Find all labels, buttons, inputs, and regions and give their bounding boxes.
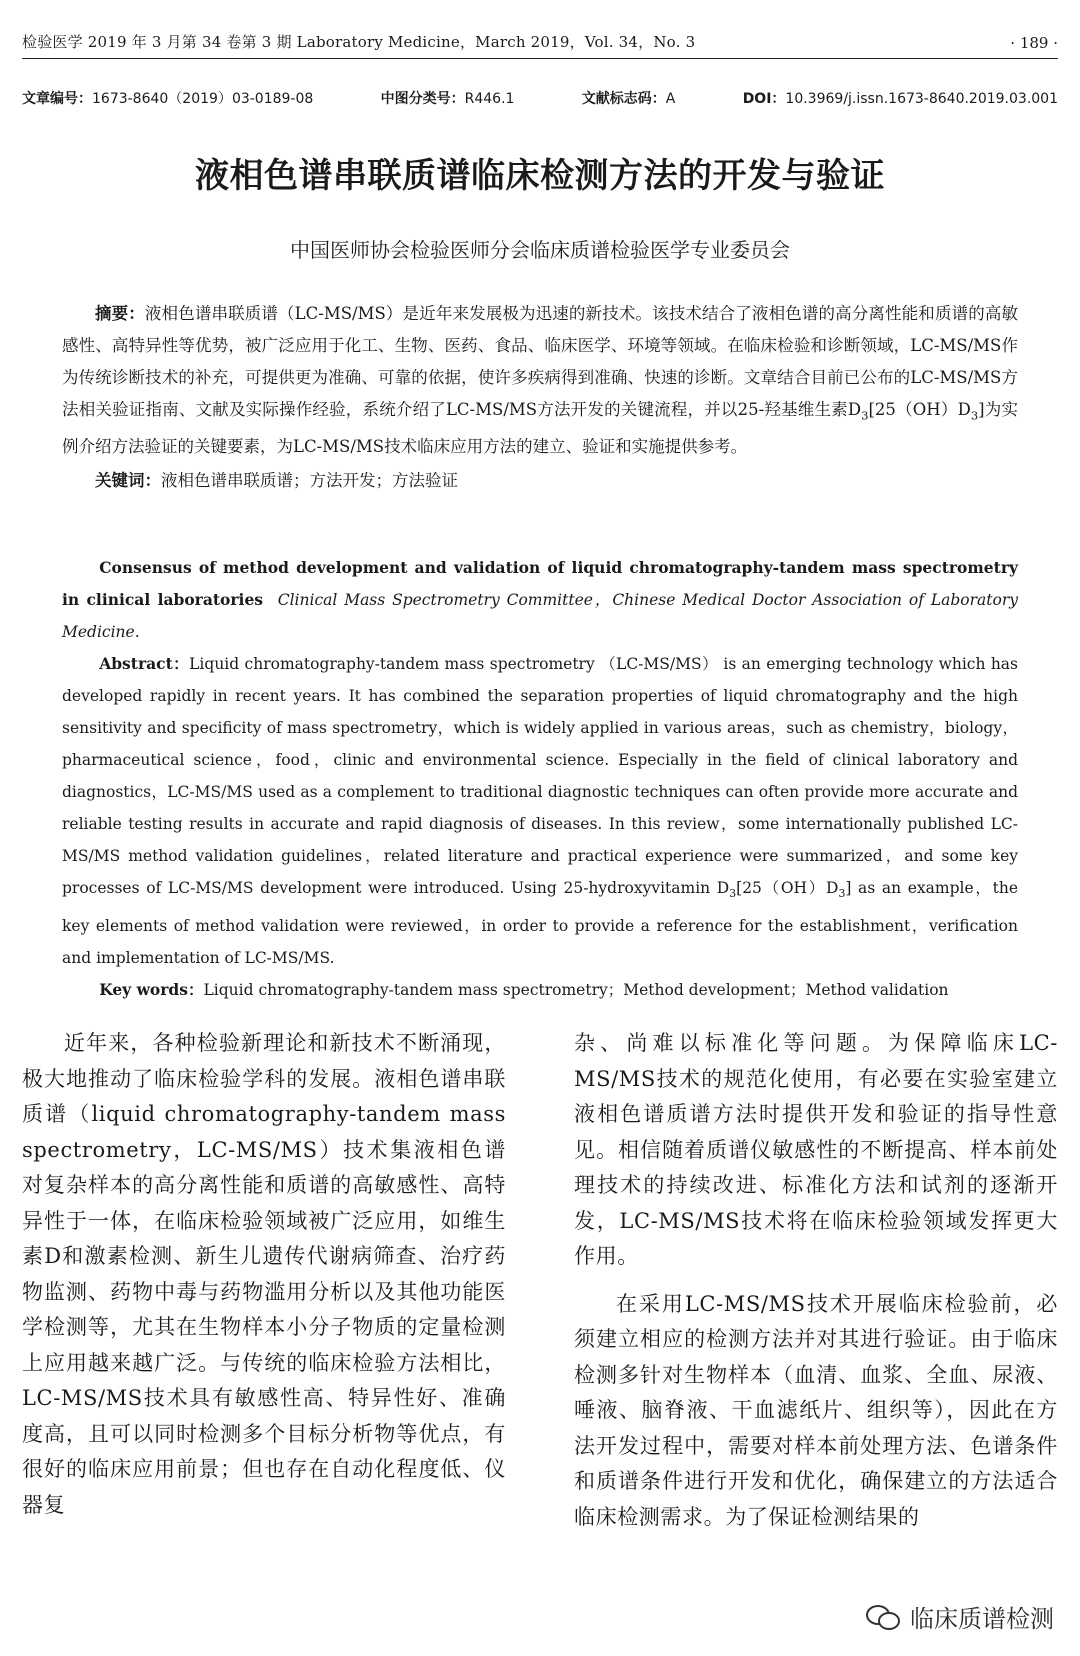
document-code-value: A bbox=[665, 91, 676, 107]
journal-citation: 检验医学 2019 年 3 月第 34 卷第 3 期 Laboratory Medicine，March 2019，Vol. 34，No. 3 bbox=[22, 33, 696, 51]
body-paragraph-2: 在采用LC-MS/MS技术开展临床检验前，必须建立相应的检测方法并对其进行验证。由于临床检测多针对生物样本（血清、血浆、全血、尿液、唾液、脑脊液、干血滤纸片、组织等），因此在方法开发过程中，需要对样本前处理方法、色谱条件和质谱条件进行开发和优化，确保建立的方法适合临床检测需求。为了保证检测结果的 bbox=[574, 1291, 1058, 1529]
english-title-text: Consensus of method development and validation of liquid chromatography-tandem mass spectrometry in clinical laboratories bbox=[62, 558, 1018, 609]
page-number: · 189 · bbox=[1010, 34, 1058, 52]
body-paragraph-1-continued: 杂、尚难以标准化等问题。为保障临床LC-MS/MS技术的规范化使用，有必要在实验室建立液相色谱质谱方法时提供开发和验证的指导性意见。相信随着质谱仪敏感性的不断提高、样本前处理技术的持续改进、标准化方法和试剂的逐渐开发，LC-MS/MS技术将在临床检验领域发挥更大作用。 bbox=[574, 1031, 1058, 1268]
english-keywords-value: Liquid chromatography-tandem mass spectrometry；Method development；Method validation bbox=[203, 981, 949, 1000]
doi bbox=[743, 88, 1058, 108]
article-number bbox=[22, 88, 313, 108]
wechat-icon bbox=[866, 1603, 900, 1631]
keywords-cn-label: 关键词： bbox=[95, 471, 161, 491]
abstract-cn-sub-2: 3 bbox=[970, 408, 979, 423]
doi-value: 10.3969/j.issn.1673-8640.2019.03.001 bbox=[785, 91, 1058, 107]
english-title bbox=[62, 552, 1018, 648]
abstract-cn-part-2: [25（OH）D bbox=[868, 400, 971, 419]
english-authors: Clinical Mass Spectrometry Committee，Chinese Medical Doctor Association of Laboratory Medicine. bbox=[62, 591, 1019, 641]
body-text bbox=[22, 1026, 1058, 1626]
abstract-cn-part-1: 液相色谱串联质谱（LC-MS/MS）是近年来发展极为迅速的新技术。该技术结合了液相色谱的高分离性能和质谱的高敏感性、高特异性等优势，被广泛应用于化工、生物、医药、食品、临床医学、环境等领域。在临床检验和诊断领域，LC-MS/MS作为传统诊断技术的补充，可提供更为准确、可靠的依据，使许多疾病得到准确、快速的诊断。文章结合目前已公布的LC-MS/MS方法相关验证指南、文献及实际操作经验，系统介绍了LC-MS/MS方法开发的关键流程，并以25-羟基维生素D bbox=[62, 304, 1018, 419]
clc-label: 中图分类号： bbox=[380, 91, 465, 107]
english-keywords-label: Key words： bbox=[99, 980, 204, 1000]
article-number-value: 1673-8640（2019）03-0189-08 bbox=[92, 91, 314, 107]
abstract-cn-part-3: ]为实例介绍方法验证的关键要素，为LC-MS/MS技术临床应用方法的建立、验证和实施提供参考。 bbox=[62, 400, 1018, 457]
doi-label: DOI： bbox=[742, 91, 786, 107]
abstract-cn-text bbox=[62, 298, 1018, 463]
english-abstract-sub-2: 3 bbox=[838, 887, 846, 901]
article-meta bbox=[22, 88, 1058, 108]
keywords-cn-value: 液相色谱串联质谱；方法开发；方法验证 bbox=[161, 471, 458, 491]
english-abstract-part-3: ] as an example，the key elements of method validation were reviewed，in order to provide a reference for the establishment，verification and implementation of LC-MS/MS. bbox=[62, 879, 1018, 968]
keywords-chinese bbox=[62, 465, 1018, 497]
article-number-label: 文章编号： bbox=[22, 91, 92, 107]
english-abstract bbox=[62, 648, 1018, 974]
watermark-text: 临床质谱检测 bbox=[910, 1605, 1054, 1633]
clc-value: R446.1 bbox=[464, 91, 515, 107]
abstract-chinese bbox=[62, 298, 1018, 497]
document-code bbox=[582, 88, 676, 108]
document-code-label: 文献标志码： bbox=[581, 91, 666, 107]
english-abstract-label: Abstract： bbox=[99, 654, 190, 673]
running-header bbox=[22, 26, 1058, 59]
body-paragraph-1: 近年来，各种检验新理论和新技术不断涌现，极大地推动了临床检验学科的发展。液相色谱串联质谱（liquid chromatography-tandem mass spectrometry，LC-MS/MS）技术集液相色谱对复杂样本的高分离性能和质谱的高敏感性、高特异性于一体，在临床检验领域被广泛应用，如维生素D和激素检测、新生儿遗传代谢病筛查、治疗药物监测、药物中毒与药物滥用分析以及其他功能医学检测等，尤其在生物样本小分子物质的定量检测上应用越来越广泛。与传统的临床检验方法相比，LC-MS/MS技术具有敏感性高、特异性好、准确度高，且可以同时检测多个目标分析物等优点，有很好的临床应用前景；但也存在自动化程度低、仪器复 bbox=[22, 1031, 506, 1517]
abstract-cn-label: 摘要： bbox=[95, 304, 145, 323]
paper-authors: 中国医师协会检验医师分会临床质谱检验医学专业委员会 bbox=[290, 238, 790, 262]
english-abstract-sub-1: 3 bbox=[729, 887, 737, 901]
paper-title: 液相色谱串联质谱临床检测方法的开发与验证 bbox=[195, 156, 885, 196]
clc-number bbox=[381, 88, 515, 108]
body-column-left bbox=[22, 1026, 506, 1626]
english-abstract-part-1: Liquid chromatography-tandem mass spectrometry （LC-MS/MS） is an emerging technology which has developed rapidly in recent years. It has combined the separation properties of liquid chromatography and the high sensitivity and specificity of mass spectrometry，which is widely applied in various areas，such as chemistry，biology，pharmaceutical science，food，clinic and environmental science. Especially in the field of clinical laboratory and diagnostics，LC-MS/MS used as a complement to traditional diagnostic techniques can often provide more accurate and reliable testing results in accurate and rapid diagnosis of diseases. In this review，some internationally published LC-MS/MS method validation guidelines，related literature and practical experience were summarized，and some key processes of LC-MS/MS development were introduced. Using 25-hydroxyvitamin D bbox=[62, 655, 1018, 897]
watermark bbox=[862, 1597, 1058, 1636]
english-abstract-block bbox=[62, 552, 1018, 1006]
body-column-right bbox=[574, 1026, 1058, 1626]
abstract-cn-sub-1: 3 bbox=[861, 408, 869, 423]
english-keywords bbox=[62, 974, 1018, 1006]
english-abstract-part-2: [25（OH）D bbox=[736, 879, 839, 897]
